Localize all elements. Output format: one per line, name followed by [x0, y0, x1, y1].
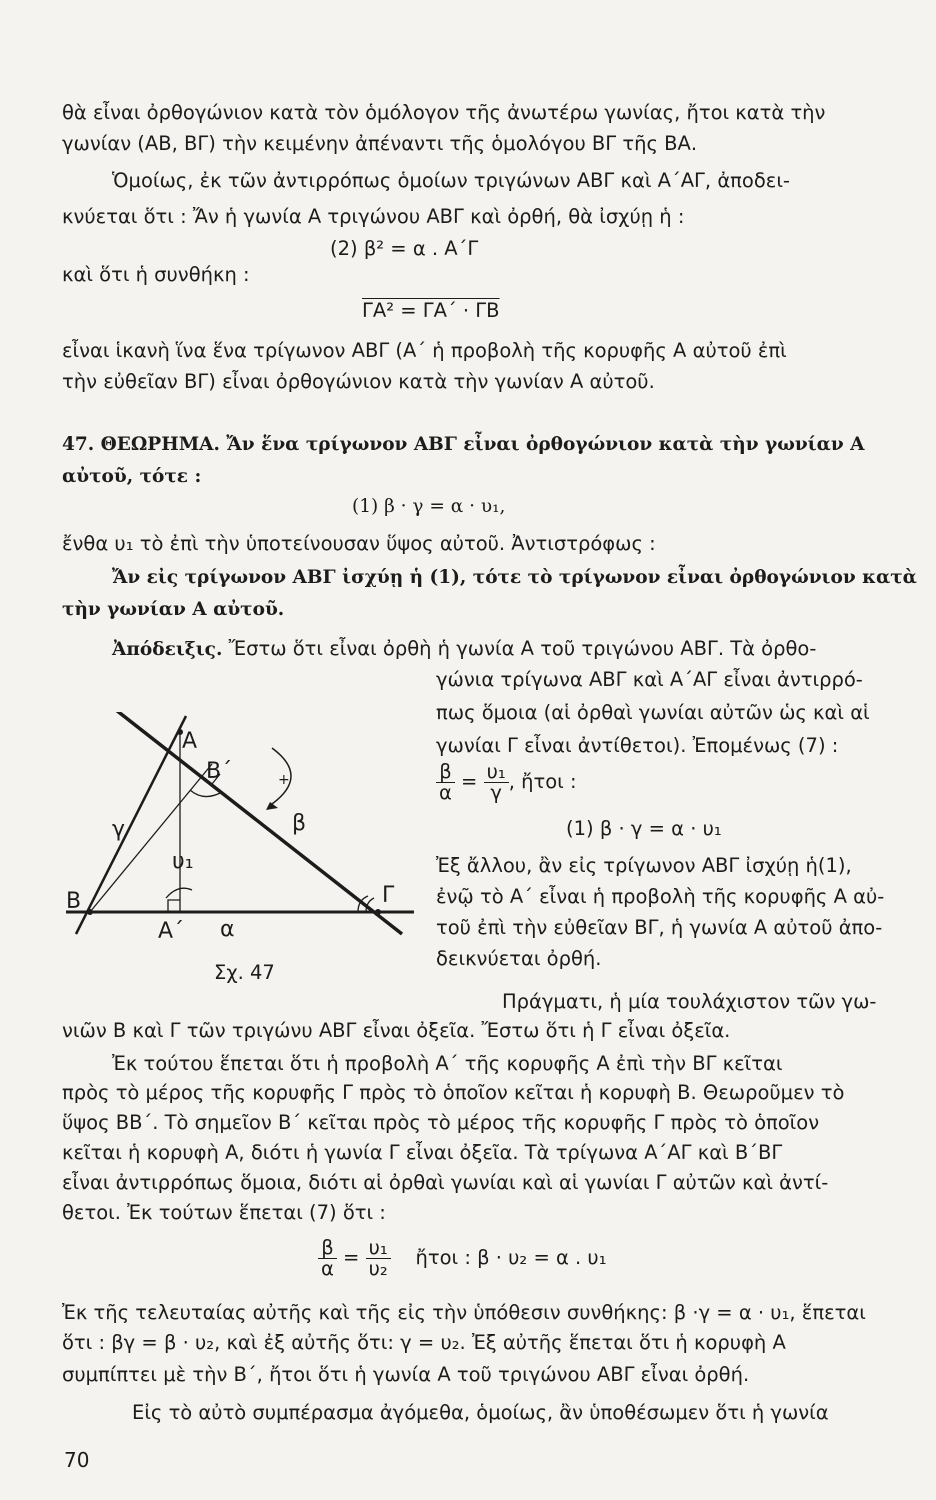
proof-label: Ἀπόδειξις.	[112, 639, 223, 660]
text-line: Ἐξ ἄλλου, ἂν εἰς τρίγωνον ΑΒΓ ἰσχύῃ ἡ(1),	[436, 854, 852, 877]
equation-3-tail: ἤτοι : β · υ₂ = α . υ₁	[415, 1246, 607, 1269]
text-line: Ἐκ τῆς τελευταίας αὐτῆς καὶ τῆς εἰς τὴν ὑπόθεσιν συνθήκης: β ·γ = α · υ₁, ἕπεται	[62, 1301, 866, 1324]
label-a: Α	[182, 729, 198, 754]
text-line: ἐνῷ τὸ Α΄ εἶναι ἡ προβολὴ τῆς κορυφῆς Α αὐ-	[436, 885, 885, 908]
label-upsilon1: υ₁	[172, 849, 194, 874]
denominator: γ	[490, 781, 502, 804]
fraction-tail: , ἤτοι :	[508, 770, 577, 793]
equation-2: (2) β² = α . Α΄Γ	[330, 237, 479, 260]
text-line: θὰ εἶναι ὀρθογώνιον κατὰ τὸν ὁμόλογον τῆς ἀνωτέρω γωνίας, ἤτοι κατὰ τὴν	[62, 101, 826, 124]
fraction	[366, 1238, 391, 1279]
text-line: πως ὅμοια (αἱ ὀρθαὶ γωνίαι αὐτῶν ὡς καὶ αἱ	[436, 701, 870, 724]
text-line: Ὁμοίως, ἐκ τῶν ἀντιρρόπως ὁμοίων τριγώνων ΑΒΓ καὶ Α΄ΑΓ, ἀποδει-	[112, 169, 790, 192]
theorem-converse: Ἄν εἰς τρίγωνον ΑΒΓ ἰσχύῃ ἡ (1), τότε τὸ τρίγωνον εἶναι ὀρθογώνιον κατὰ	[112, 567, 917, 588]
theorem-heading: 47. ΘΕΩΡΗΜΑ. Ἄν ἕνα τρίγωνον ΑΒΓ εἶναι ὀρθογώνιον κατὰ τὴν γωνίαν Α	[62, 434, 865, 455]
text-line: πρὸς τὸ μέρος τῆς κορυφῆς Γ πρὸς τὸ ὁποῖον κεῖται ἡ κορυφὴ Β. Θεωροῦμεν τὸ	[62, 1081, 845, 1104]
figure-47	[66, 712, 426, 952]
text-line: Πράγματι, ἡ μία τουλάχιστον τῶν γω-	[502, 990, 877, 1013]
side-ab	[76, 716, 186, 934]
text-line: νιῶν Β καὶ Γ τῶν τριγώνυ ΑΒΓ εἶναι ὀξεῖα. Ἔστω ὅτι ἡ Γ εἶναι ὀξεῖα.	[62, 1019, 731, 1042]
fraction	[318, 1238, 337, 1279]
text-line: τοῦ ἐπὶ τὴν εὐθεῖαν ΒΓ, ἡ γωνία Α αὐτοῦ ἀπο-	[436, 916, 883, 939]
text-line: κνύεται ὅτι : Ἄν ἡ γωνία Α τριγώνου ΑΒΓ καὶ ὀρθή, θὰ ἰσχύῃ ἡ :	[62, 205, 685, 228]
label-b: Β	[66, 889, 82, 914]
text-line: Εἰς τὸ αὐτὸ συμπέρασμα ἀγόμεθα, ὁμοίως, ἂν ὑποθέσωμεν ὅτι ἡ γωνία	[132, 1401, 829, 1424]
proof-line	[112, 636, 936, 663]
equation-1-repeat: (1) β · γ = α · υ₁	[566, 817, 722, 840]
text-line: δεικνύεται ὀρθή.	[436, 947, 602, 970]
page-number: 70	[64, 1448, 90, 1472]
fraction	[436, 762, 455, 803]
vertex-g	[375, 909, 381, 915]
equation-ga-text: ΓΑ² = ΓΑ΄ · ΓΒ	[362, 299, 500, 322]
numerator: υ₁	[484, 762, 509, 783]
label-b-prime: Β΄	[206, 759, 233, 784]
text-line: κεῖται ἡ κορυφὴ Α, διότι ἡ γωνία Γ εἶναι ὀξεῖα. Τὰ τρίγωνα Α΄ΑΓ καὶ Β΄ΒΓ	[62, 1141, 783, 1164]
text-line: θετοι. Ἐκ τούτων ἕπεται (7) ὅτι :	[62, 1201, 386, 1224]
equation-1: (1) β · γ = α · υ₁,	[352, 496, 506, 517]
text-line: τὴν εὐθεῖαν ΒΓ) εἶναι ὀρθογώνιον κατὰ τὴν γωνίαν Α αὐτοῦ.	[62, 370, 655, 393]
text-line: ὕψος ΒΒ΄. Τὸ σημεῖον Β΄ κεῖται πρὸς τὸ μέρος τῆς κορυφῆς Γ πρὸς τὸ ὁποῖον	[62, 1111, 820, 1134]
text-line: καὶ ὅτι ἡ συνθήκη :	[62, 263, 250, 286]
text-line: εἶναι ἱκανὴ ἵνα ἕνα τρίγωνον ΑΒΓ (Α΄ ἡ προβολὴ τῆς κορυφῆς Α αὐτοῦ ἐπὶ	[62, 339, 787, 362]
label-a-prime: Α΄	[158, 919, 185, 944]
fraction	[484, 762, 509, 803]
label-beta: β	[292, 811, 307, 836]
numerator: υ₁	[366, 1238, 391, 1259]
fraction-line: $\frac{\beta}{\alpha}$ = $\frac{\text{υ₁}}{\gamma}$ , ἤτοι :	[436, 762, 936, 803]
right-angle-mark	[168, 900, 180, 912]
equation-3: $\frac{\beta}{\alpha}$ = $\frac{\text{υ₁}}{\text{υ₂}}$ ἤτοι : β · υ₂ = α . υ₁	[318, 1238, 936, 1279]
label-plus: +	[278, 772, 290, 788]
denominator: α	[439, 781, 452, 804]
numerator: β	[436, 762, 455, 783]
figure-caption: Σχ. 47	[214, 961, 275, 984]
label-g: Γ	[382, 883, 395, 908]
text-line: γωνίαν (ΑΒ, ΒΓ) τὴν κειμένην ἀπέναντι τῆς ὁμολόγου ΒΓ τῆς ΒΑ.	[62, 132, 698, 155]
vertex-b	[87, 909, 93, 915]
angle-arc	[166, 888, 192, 898]
label-alpha: α	[220, 917, 235, 942]
text-line: εἶναι ἀντιρρόπως ὅμοια, διότι αἱ ὀρθαὶ γωνίαι καὶ αἱ γωνίαι Γ αὐτῶν καὶ ἀντί-	[62, 1171, 829, 1194]
numerator: β	[318, 1238, 337, 1259]
text-line: γωνίαι Γ εἶναι ἀντίθετοι). Ἐπομένως (7) :	[436, 734, 839, 757]
denominator: υ₂	[368, 1257, 388, 1280]
text-line: συμπίπτει μὲ τὴν Β΄, ἤτοι ὅτι ἡ γωνία Α τοῦ τριγώνου ΑΒΓ εἶναι ὀρθή.	[62, 1363, 750, 1386]
side-ag	[116, 712, 402, 934]
text-line: ὅτι : βγ = β · υ₂, καὶ ἐξ αὐτῆς ὅτι: γ = υ₂. Ἐξ αὐτῆς ἕπεται ὅτι ἡ κορυφὴ Α	[62, 1331, 786, 1354]
theorem-converse: τὴν γωνίαν Α αὐτοῦ.	[62, 599, 285, 620]
text-line: Ἐκ τούτου ἕπεται ὅτι ἡ προβολὴ Α΄ τῆς κορυφῆς Α ἐπὶ τὴν ΒΓ κεῖται	[112, 1052, 783, 1075]
denominator: α	[321, 1257, 334, 1280]
text-line: ἔνθα υ₁ τὸ ἐπὶ τὴν ὑποτείνουσαν ὕψος αὐτοῦ. Ἀντιστρόφως :	[62, 532, 656, 555]
equation-ga	[362, 298, 936, 324]
text-line: γώνια τρίγωνα ΑΒΓ καὶ Α΄ΑΓ εἶναι ἀντιρρό-	[436, 668, 863, 691]
theorem-line: αὐτοῦ, τότε :	[62, 466, 202, 487]
label-gamma: γ	[112, 817, 126, 842]
proof-text: Ἔστω ὅτι εἶναι ὀρθὴ ἡ γωνία Α τοῦ τριγώνου ΑΒΓ. Τὰ ὀρθο-	[228, 637, 817, 660]
